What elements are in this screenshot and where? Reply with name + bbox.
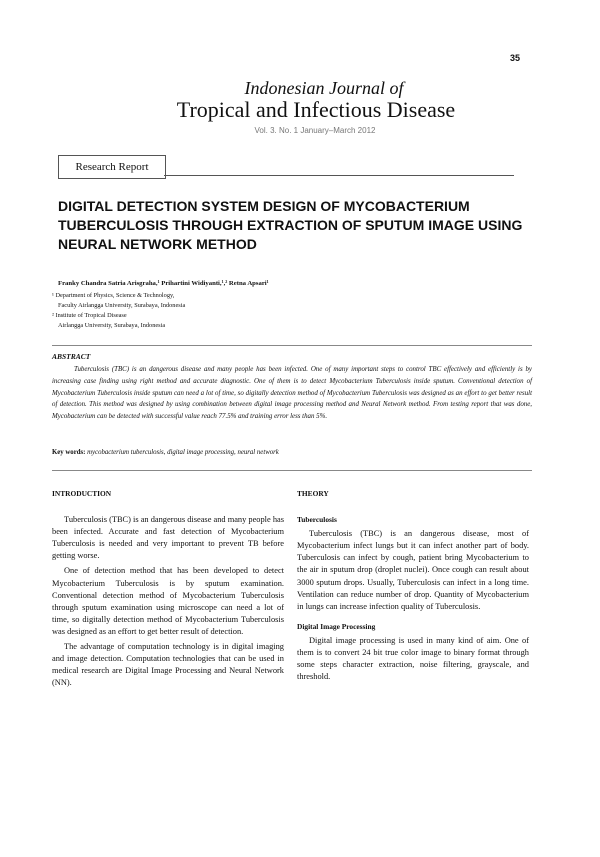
affiliations xyxy=(52,291,185,331)
article-title: DIGITAL DETECTION SYSTEM DESIGN OF MYCOBACTERIUM TUBERCULOSIS THROUGH EXTRACTION OF SPUTUM IMAGE USING NEURAL NETWORK METHOD xyxy=(58,198,523,252)
journal-name-line1: Indonesian Journal of xyxy=(244,78,404,98)
keywords-text: mycobacterium tuberculosis, digital image processing, neural network xyxy=(87,449,279,456)
affiliation-2-line2: Airlangga University, Surabaya, Indonesia xyxy=(58,322,166,329)
theory-paragraph-2: Digital image processing is used in many kind of aim. One of them is to convert 24 bit true color image to binary format through some steps character extraction, noise filtering, grayscale, and threshold. xyxy=(297,635,529,682)
abstract-top-rule xyxy=(52,345,532,346)
journal-volume: Vol. 3. No. 1 January–March 2012 xyxy=(254,126,376,135)
affiliation-2-line1: ² Institute of Tropical Disease xyxy=(52,312,127,319)
tuberculosis-subheading: Tuberculosis xyxy=(297,515,337,525)
image-processing-subheading: Digital Image Processing xyxy=(297,621,376,631)
page-number: 35 xyxy=(510,53,521,63)
keywords-bottom-rule xyxy=(52,470,532,471)
keywords-label: Key words: xyxy=(52,449,86,456)
intro-paragraph-2: One of detection method that has been developed to detect Mycobacterium Tuberculosis is by sputum examination. Conventional detection method of Mycobacterium Tuberculosis through sputum examination using microscope can need a lot of time, so digitally detection method of Mycobacterium Tuberculosis was designed as an effort to get better result of detection. xyxy=(52,566,284,636)
journal-name-line2: Tropical and Infectious Disease xyxy=(176,97,456,122)
article-type-label: Research Report xyxy=(58,155,166,179)
introduction-heading: INTRODUCTION xyxy=(52,489,112,498)
header-rule xyxy=(164,175,514,176)
intro-paragraph-1: Tuberculosis (TBC) is an dangerous disease and many people has been infected. Accurate and fast detection of Mycobacterium Tuberculosis is needed and very important to prevent TB before getting worse. xyxy=(52,515,284,561)
left-column xyxy=(52,488,284,692)
right-column xyxy=(297,488,529,686)
abstract-text: Tuberculosis (TBC) is an dangerous disease and many people has been infected. One of many important steps to control TBC effectively and efficiently is by increasing case finding using right method and accurate diagnostic. One of them is to detect Mycobacterium Tuberculosis inside sputum. Conventional detection of Mycobacterium Tuberculosis inside sputum can need a lot of time, so digitally detection method of Mycobacterium Tuberculosis was designed as an effort to get better result of detection. This method was designed by using combination between digital image processing method and Neural Network method. From testing report that was done, Mycobacterium can be detected with successful value reach 77.5% and training error less than 5%. xyxy=(52,366,532,421)
intro-paragraph-3: The advantage of computation technology is in digital imaging and image detection. Computation technologies that can be used in medical research are Digital Image Processing and Neural Network (NN). xyxy=(52,642,284,688)
theory-paragraph-1: Tuberculosis (TBC) is an dangerous disease, most of Mycobacterium infect lungs but it can infect another part of body. Tuberculosis can infect by cough, patient bring Mycobacterium to the air in sputum drop (droplet nuclei). Once cough can result about 3000 sputum drops. Usually, Tuberculosis can infect in a long time. Ventilation can reduce number of drop. Quantity of Mycobacterium in lungs can increase infection quality of Tuberculosis. xyxy=(297,529,529,611)
theory-heading: THEORY xyxy=(297,489,329,498)
affiliation-1-line2: Faculty Airlangga University, Surabaya, Indonesia xyxy=(58,302,186,309)
abstract-heading: ABSTRACT xyxy=(52,352,91,361)
keywords xyxy=(52,449,279,456)
affiliation-1-line1: ¹ Department of Physics, Science & Technology, xyxy=(52,292,175,299)
author-list: Franky Chandra Satria Arisgraha,¹ Prihartini Widiyanti,¹,² Retna Apsari¹ xyxy=(58,280,269,287)
